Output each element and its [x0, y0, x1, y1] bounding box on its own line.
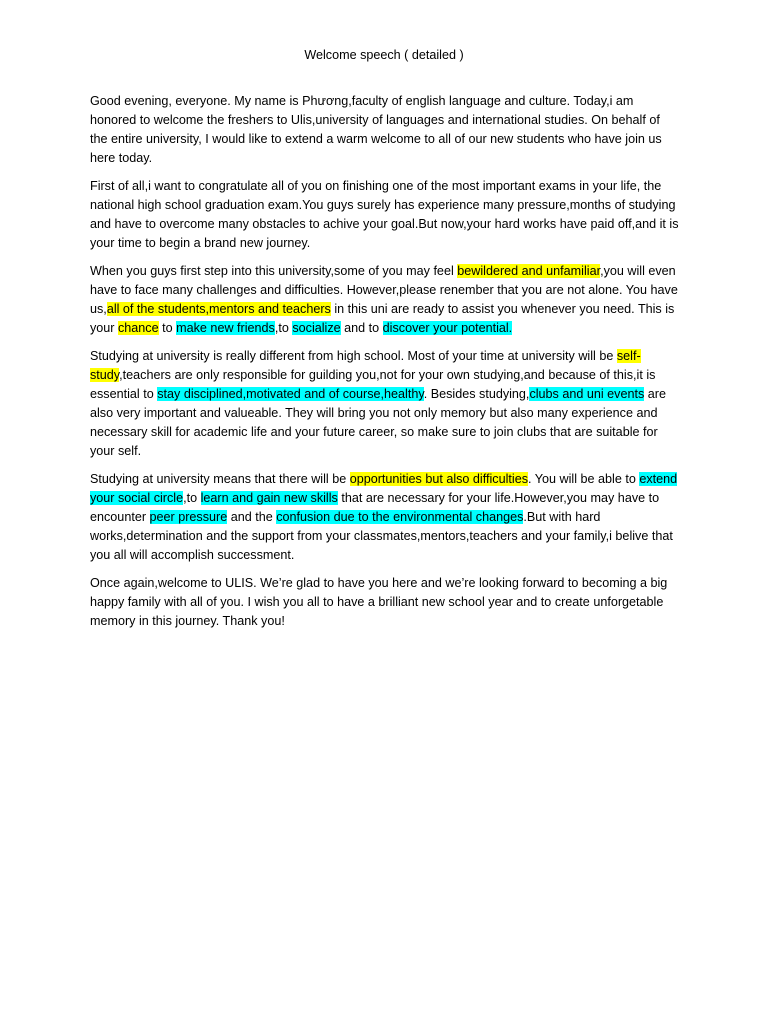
- text-run: Good evening, everyone. My name is Phương,faculty of english language and culture. Today,i am honored to welcome the freshers to Ulis,university of languages and international studies. On behalf of the entire university, I would like to extend a warm welcome to all of our new students who have join us here today.: [90, 94, 662, 165]
- text-run: ,you will even have to face many challenges and difficulties. However,please renember that you are not alone. You have us,: [90, 264, 678, 316]
- highlighted-phrase-yellow: bewildered and unfamiliar: [457, 264, 601, 278]
- text-run: First of all,i want to congratulate all of you on finishing one of the most important exams in your life, the national high school graduation exam.You guys surely has experience many pressure,months of studying and have to overcome many obstacles to achive your goal.But now,your hard works have paid off,and it is your time to begin a brand new journey.: [90, 179, 679, 250]
- highlighted-phrase-cyan: extend your social circle: [90, 472, 678, 505]
- highlighted-phrase-cyan: discover your potential.: [382, 321, 513, 335]
- text-run: Studying at university means that there will be: [90, 472, 350, 486]
- highlighted-phrase-yellow: opportunities but also difficulties: [349, 472, 528, 486]
- paragraph: [90, 574, 680, 631]
- text-run: . Besides studying,: [423, 387, 530, 401]
- highlighted-phrase-yellow: self-study: [90, 349, 641, 382]
- text-run: .But with hard works,determination and the support from your classmates,mentors,teachers and your family,i belive that you all will accomplish successment.: [90, 510, 673, 562]
- paragraph: [90, 470, 680, 565]
- text-run: and the: [227, 510, 277, 524]
- highlighted-phrase-cyan: peer pressure: [149, 510, 228, 524]
- highlighted-phrase-yellow: all of the students,mentors and teachers: [106, 302, 331, 316]
- highlighted-phrase-yellow: chance: [118, 321, 159, 335]
- paragraph: [90, 262, 680, 338]
- text-run: . You will be able to: [528, 472, 640, 486]
- text-run: ,to: [183, 491, 201, 505]
- highlighted-phrase-cyan: learn and gain new skills: [200, 491, 338, 505]
- text-run: Once again,welcome to ULIS. We’re glad to have you here and we’re looking forward to becoming a big happy family with all of you. I wish you all to have a brilliant new school year and to create unforgetable memory in this journey. Thank you!: [90, 576, 668, 628]
- highlighted-phrase-cyan: stay disciplined,motivated and of course,healthy: [157, 387, 424, 401]
- highlighted-phrase-cyan: confusion due to the environmental changes: [276, 510, 524, 524]
- text-run: in this uni are ready to assist you whenever you need. This is your: [90, 302, 675, 335]
- paragraph: [90, 177, 680, 253]
- text-run: Studying at university is really different from high school. Most of your time at university will be: [90, 349, 617, 363]
- highlighted-phrase-cyan: make new friends: [176, 321, 275, 335]
- paragraph: [90, 347, 680, 461]
- text-run: ,teachers are only responsible for guilding you,not for your own studying,and because of this,it is essential to: [90, 368, 656, 401]
- highlighted-phrase-cyan: clubs and uni events: [529, 387, 645, 401]
- text-run: are also very important and valueable. They will bring you not only memory but also many experience and necessary skill for academic life and your future career, so make sure to join clubs that are suitable for your self.: [90, 387, 666, 458]
- text-run: to: [158, 321, 177, 335]
- text-run: ,to: [274, 321, 293, 335]
- text-run: When you guys first step into this university,some of you may feel: [90, 264, 458, 278]
- text-run: that are necessary for your life.However,you may have to encounter: [90, 491, 660, 524]
- text-run: and to: [340, 321, 383, 335]
- document-body: [90, 92, 680, 640]
- paragraph: [90, 92, 680, 168]
- document-title: Welcome speech ( detailed ): [304, 48, 464, 62]
- highlighted-phrase-cyan: socialize: [292, 321, 341, 335]
